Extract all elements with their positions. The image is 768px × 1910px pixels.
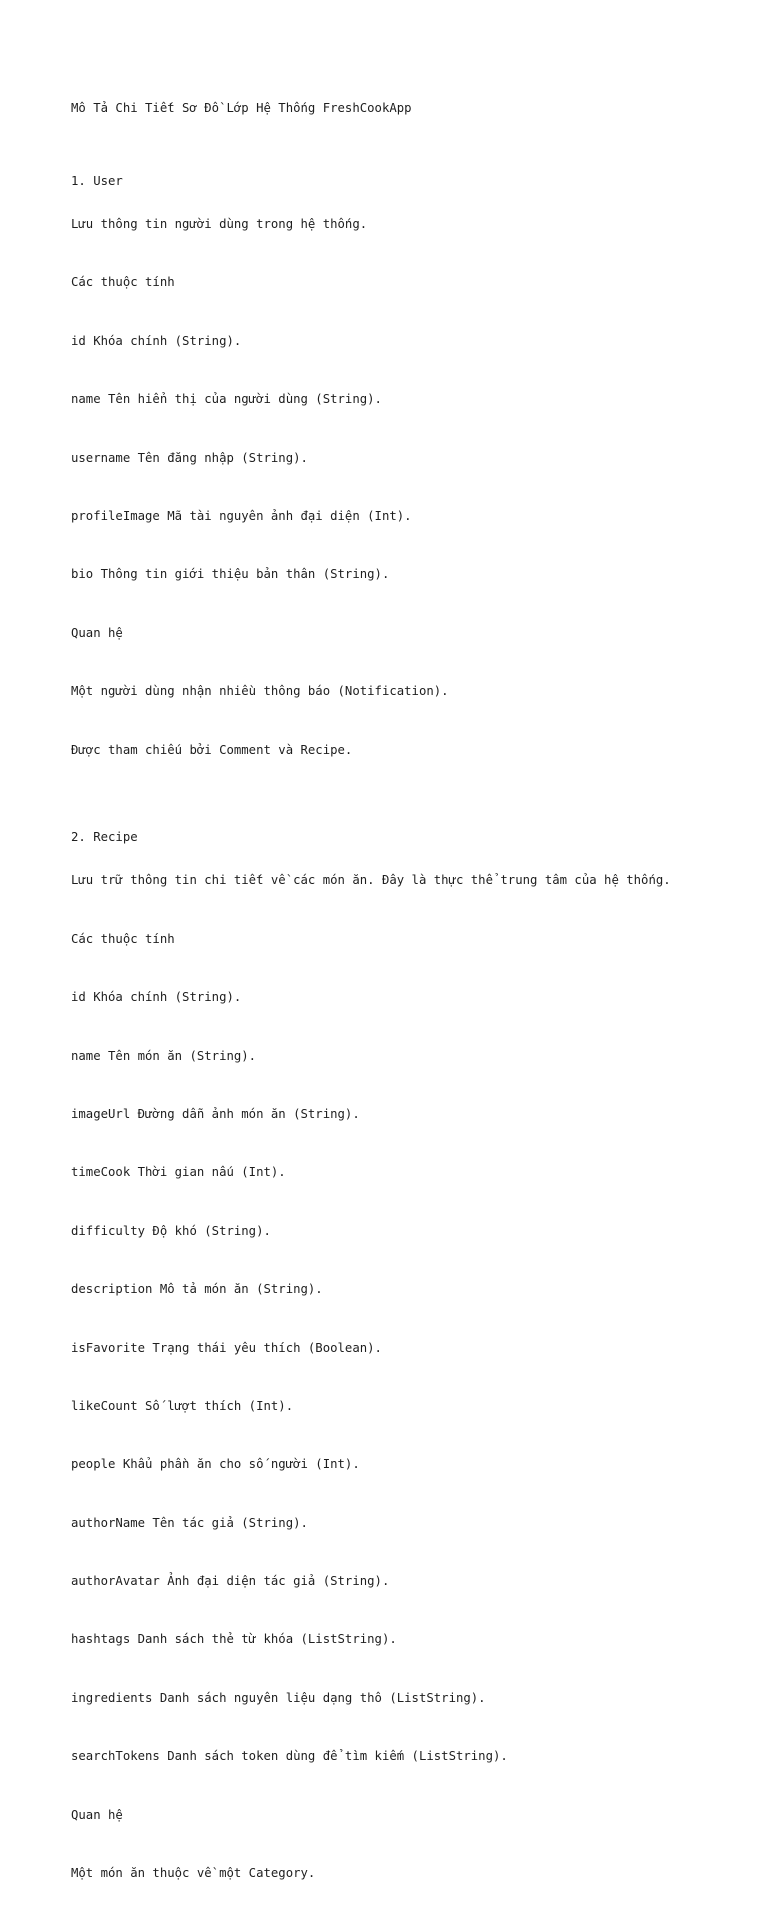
attributes-label: Các thuộc tính <box>71 931 175 946</box>
attribute-item: description Mô tả món ăn (String). <box>71 1282 323 1297</box>
relations-label: Quan hệ <box>71 1807 123 1822</box>
attribute-item: people Khẩu phần ăn cho số người (Int). <box>71 1457 360 1472</box>
attribute-item: bio Thông tin giới thiệu bản thân (String). <box>71 567 390 582</box>
relation-item: Một người dùng nhận nhiều thông báo (Notification). <box>71 684 449 699</box>
attribute-item: id Khóa chính (String). <box>71 333 242 348</box>
section-heading-recipe: 2. Recipe <box>71 829 138 844</box>
section-heading-user: 1. User <box>71 173 123 188</box>
attribute-item: authorAvatar Ảnh đại diện tác giả (String). <box>71 1574 390 1589</box>
document-title: Mô Tả Chi Tiết Sơ Đồ Lớp Hệ Thống FreshCookApp <box>71 101 412 115</box>
attribute-item: timeCook Thời gian nấu (Int). <box>71 1165 286 1180</box>
relations-label: Quan hệ <box>71 625 123 640</box>
attribute-item: id Khóa chính (String). <box>71 990 242 1005</box>
section-intro-recipe: Lưu trữ thông tin chi tiết về các món ăn. Đây là thực thể trung tâm của hệ thống. <box>71 873 671 888</box>
attributes-label: Các thuộc tính <box>71 275 175 290</box>
attribute-item: hashtags Danh sách thẻ từ khóa (ListString). <box>71 1632 397 1647</box>
attribute-item: ingredients Danh sách nguyên liệu dạng thô (ListString). <box>71 1690 486 1705</box>
attribute-item: name Tên hiển thị của người dùng (String). <box>71 392 382 407</box>
attribute-item: difficulty Độ khó (String). <box>71 1223 271 1238</box>
attribute-item: username Tên đăng nhập (String). <box>71 450 308 465</box>
attribute-item: profileImage Mã tài nguyên ảnh đại diện (Int). <box>71 508 412 523</box>
attribute-item: searchTokens Danh sách token dùng để tìm kiếm (ListString). <box>71 1749 508 1764</box>
relation-item: Được tham chiếu bởi Comment và Recipe. <box>71 742 353 757</box>
attribute-item: name Tên món ăn (String). <box>71 1048 257 1063</box>
attribute-item: likeCount Số lượt thích (Int). <box>71 1398 294 1413</box>
relation-item: Một món ăn thuộc về một Category. <box>71 1866 316 1881</box>
attribute-item: isFavorite Trạng thái yêu thích (Boolean). <box>71 1340 382 1355</box>
document-body <box>71 72 751 1910</box>
section-intro-user: Lưu thông tin người dùng trong hệ thống. <box>71 217 368 231</box>
attribute-item: authorName Tên tác giả (String). <box>71 1515 308 1530</box>
attribute-item: imageUrl Đường dẫn ảnh món ăn (String). <box>71 1106 360 1121</box>
